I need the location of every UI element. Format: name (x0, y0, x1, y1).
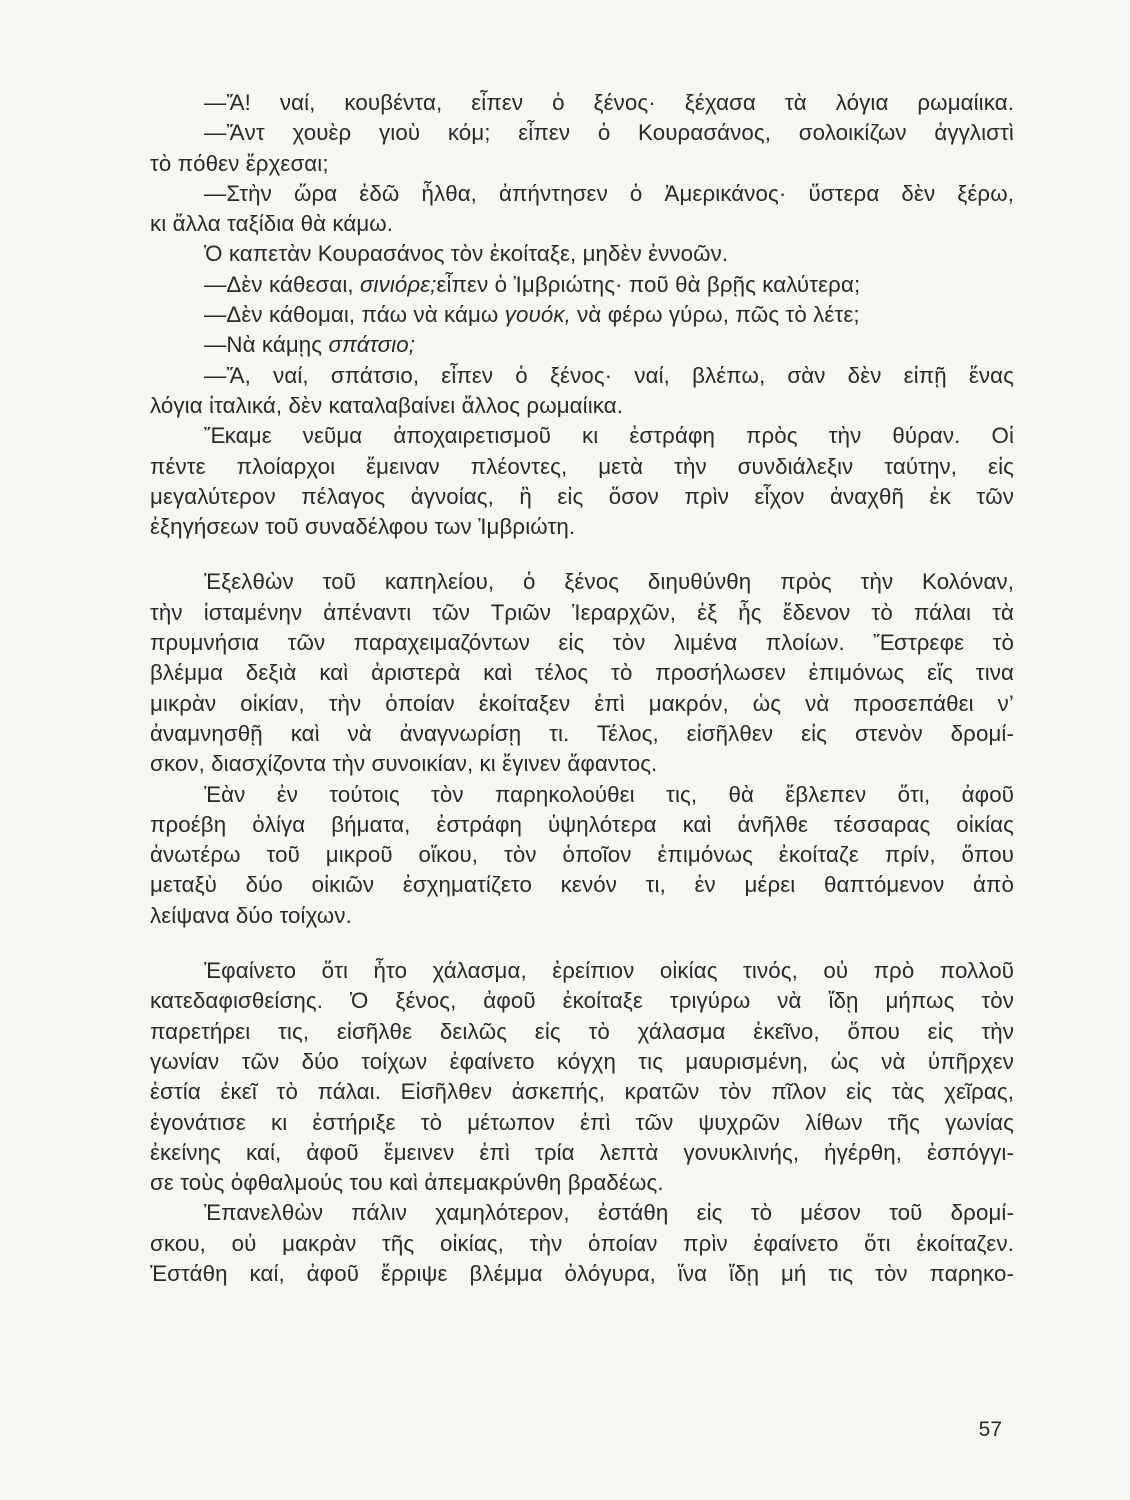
text-line: κατεδαφισθείσης. Ὁ ξένος, ἀφοῦ ἐκοίταξε τριγύρω νὰ ἴδῃ μήπως τὸν (150, 988, 1014, 1014)
text-line: κι ἄλλα ταξίδια θὰ κάμω. (150, 211, 394, 237)
text-line: Ἐφαίνετο ὅτι ἦτο χάλασμα, ἐρείπιον οἰκίας τινός, οὐ πρὸ πολλοῦ (204, 958, 1014, 984)
line-segment: —Δὲν κάθομαι, πάω νὰ κάμω (204, 302, 505, 328)
text-line: προέβη ὀλίγα βήματα, ἐστράφη ὑψηλότερα καὶ ἀνῆλθε τέσσαρας οἰκίας (150, 811, 1014, 837)
text-line (150, 330, 1014, 360)
text-line: πρυμνήσια τῶν παραχειμαζόντων εἰς τὸν λιμένα πλοίων. Ἔστρεφε τὸ (150, 630, 1014, 656)
line-segment: —Δὲν κάθεσαι, (204, 271, 360, 297)
paragraph-gap (150, 542, 1014, 567)
text-line: Ἐπανελθὼν πάλιν χαμηλότερον, ἐστάθη εἰς τὸ μέσον τοῦ δρομί- (204, 1200, 1014, 1226)
text-line: μεταξὺ δύο οἰκιῶν ἐσχηματίζετο κενόν τι, ἐν μέρει θαπτόμενον ἀπὸ (150, 872, 1014, 898)
text-line: γωνίαν τῶν δύο τοίχων ἐφαίνετο κόγχη τις μαυρισμένη, ὡς νὰ ὑπῆρχεν (150, 1048, 1014, 1074)
text-line: λείψανα δύο τοίχων. (150, 902, 352, 928)
book-page (150, 88, 1014, 1289)
text-line: —Ἄντ χουὲρ γιοὺ κόμ; εἶπεν ὁ Κουρασάνος, σολοικίζων ἀγγλιστὶ (204, 120, 1014, 146)
text-line: ἀνωτέρω τοῦ μικροῦ οἴκου, τὸν ὁποῖον ἐπιμόνως ἐκοίταζε πρίν, ὅπου (150, 842, 1014, 868)
text-line: πέντε πλοίαρχοι ἔμειναν πλέοντες, μετὰ τὴν συνδιάλεξιν ταύτην, εἰς (150, 453, 1014, 479)
text-line: ἐγονάτισε κι ἐστήριξε τὸ μέτωπον ἐπὶ τῶν ψυχρῶν λίθων τῆς γωνίας (150, 1109, 1014, 1135)
line-segment: νὰ φέρω γύρω, πῶς τὸ λέτε; (570, 302, 860, 328)
text-line: σκου, οὐ μακρὰν τῆς οἰκίας, τὴν ὁποίαν πρὶν ἐφαίνετο ὅτι ἐκοίταζεν. (150, 1230, 1014, 1256)
text-line: Ἐξελθὼν τοῦ καπηλείου, ὁ ξένος διηυθύνθη πρὸς τὴν Κολόναν, (204, 569, 1014, 595)
text-line: ἀναμνησθῇ καὶ νὰ ἀναγνωρίσῃ τι. Τέλος, εἰσῆλθεν εἰς στενὸν δρομί- (150, 720, 1014, 746)
line-segment: εἶπεν ὁ Ἰμβριώτης· ποῦ θὰ βρῇς καλύτερα; (436, 271, 861, 297)
text-line: Ἐστάθη καί, ἀφοῦ ἔρριψε βλέμμα ὀλόγυρα, ἵνα ἴδῃ μή τις τὸν παρηκο- (150, 1260, 1014, 1286)
text-line: —Ἄ! ναί, κουβέντα, εἶπεν ὁ ξένος· ξέχασα τὰ λόγια ρωμαίικα. (204, 90, 1014, 115)
text-line: μικρὰν οἰκίαν, τὴν ὁποίαν ἐκοίταξεν ἐπὶ μακρόν, ὡς νὰ προσεπάθει ν’ (150, 690, 1014, 716)
text-line: Ἐὰν ἐν τούτοις τὸν παρηκολούθει τις, θὰ ἔβλεπεν ὅτι, ἀφοῦ (204, 781, 1014, 807)
text-line: —Ἄ, ναί, σπάτσιο, εἶπεν ὁ ξένος· ναί, βλέπω, σὰν δὲν εἰπῇ ἕνας (204, 362, 1014, 388)
text-line: Ἔκαμε νεῦμα ἀποχαιρετισμοῦ κι ἐστράφη πρὸς τὴν θύραν. Οἱ (204, 423, 1014, 449)
text-line: —Στὴν ὥρα ἐδῶ ἦλθα, ἀπήντησεν ὁ Ἀμερικάνος· ὕστερα δὲν ξέρω, (204, 180, 1014, 206)
text-line: παρετήρει τις, εἰσῆλθε δειλῶς εἰς τὸ χάλασμα ἐκεῖνο, ὅπου εἰς τὴν (150, 1018, 1014, 1044)
text-line: Ὁ καπετὰν Κουρασάνος τὸν ἐκοίταξε, μηδὲν ἐννοῶν. (204, 241, 729, 267)
italic-phrase: γουόκ, (504, 302, 571, 328)
line-segment: —Νὰ κάμῃς (204, 332, 329, 358)
text-line: τὴν ἱσταμένην ἀπέναντι τῶν Τριῶν Ἱεραρχῶν, ἐξ ἧς ἔδενον τὸ πάλαι τὰ (150, 599, 1014, 625)
text-line: ἑστία ἐκεῖ τὸ πάλαι. Εἰσῆλθεν ἀσκεπής, κρατῶν τὸν πῖλον εἰς τὰς χεῖρας, (150, 1079, 1014, 1105)
page-number: 57 (978, 1418, 1002, 1441)
text-line: μεγαλύτερον πέλαγος ἀγνοίας, ἢ εἰς ὅσον πρὶν εἶχον ἀναχθῆ ἐκ τῶν (150, 483, 1014, 509)
text-line: σε τοὺς ὀφθαλμούς του καὶ ἀπεμακρύνθη βραδέως. (150, 1170, 664, 1196)
text-line: σκον, διασχίζοντα τὴν συνοικίαν, κι ἔγινεν ἄφαντος. (150, 751, 658, 777)
text-line (150, 300, 1014, 330)
text-line: τὸ πόθεν ἔρχεσαι; (150, 150, 329, 176)
text-line: βλέμμα δεξιὰ καὶ ἀριστερὰ καὶ τέλος τὸ προσήλωσεν ἐπιμόνως εἴς τινα (150, 660, 1014, 686)
text-line: ἐκείνης καί, ἀφοῦ ἔμεινεν ἐπὶ τρία λεπτὰ γονυκλινής, ἠγέρθη, ἐσπόγγι- (150, 1139, 1014, 1165)
italic-phrase: σπάτσιο; (328, 332, 416, 358)
italic-phrase: σινιόρε; (359, 271, 437, 297)
paragraph-gap (150, 931, 1014, 956)
text-line: λόγια ἰταλικά, δὲν καταλαβαίνει ἄλλος ρωμαίικα. (150, 392, 624, 418)
text-line (150, 270, 1014, 300)
text-line: ἐξηγήσεων τοῦ συναδέλφου των Ἰμβριώτη. (150, 514, 576, 540)
